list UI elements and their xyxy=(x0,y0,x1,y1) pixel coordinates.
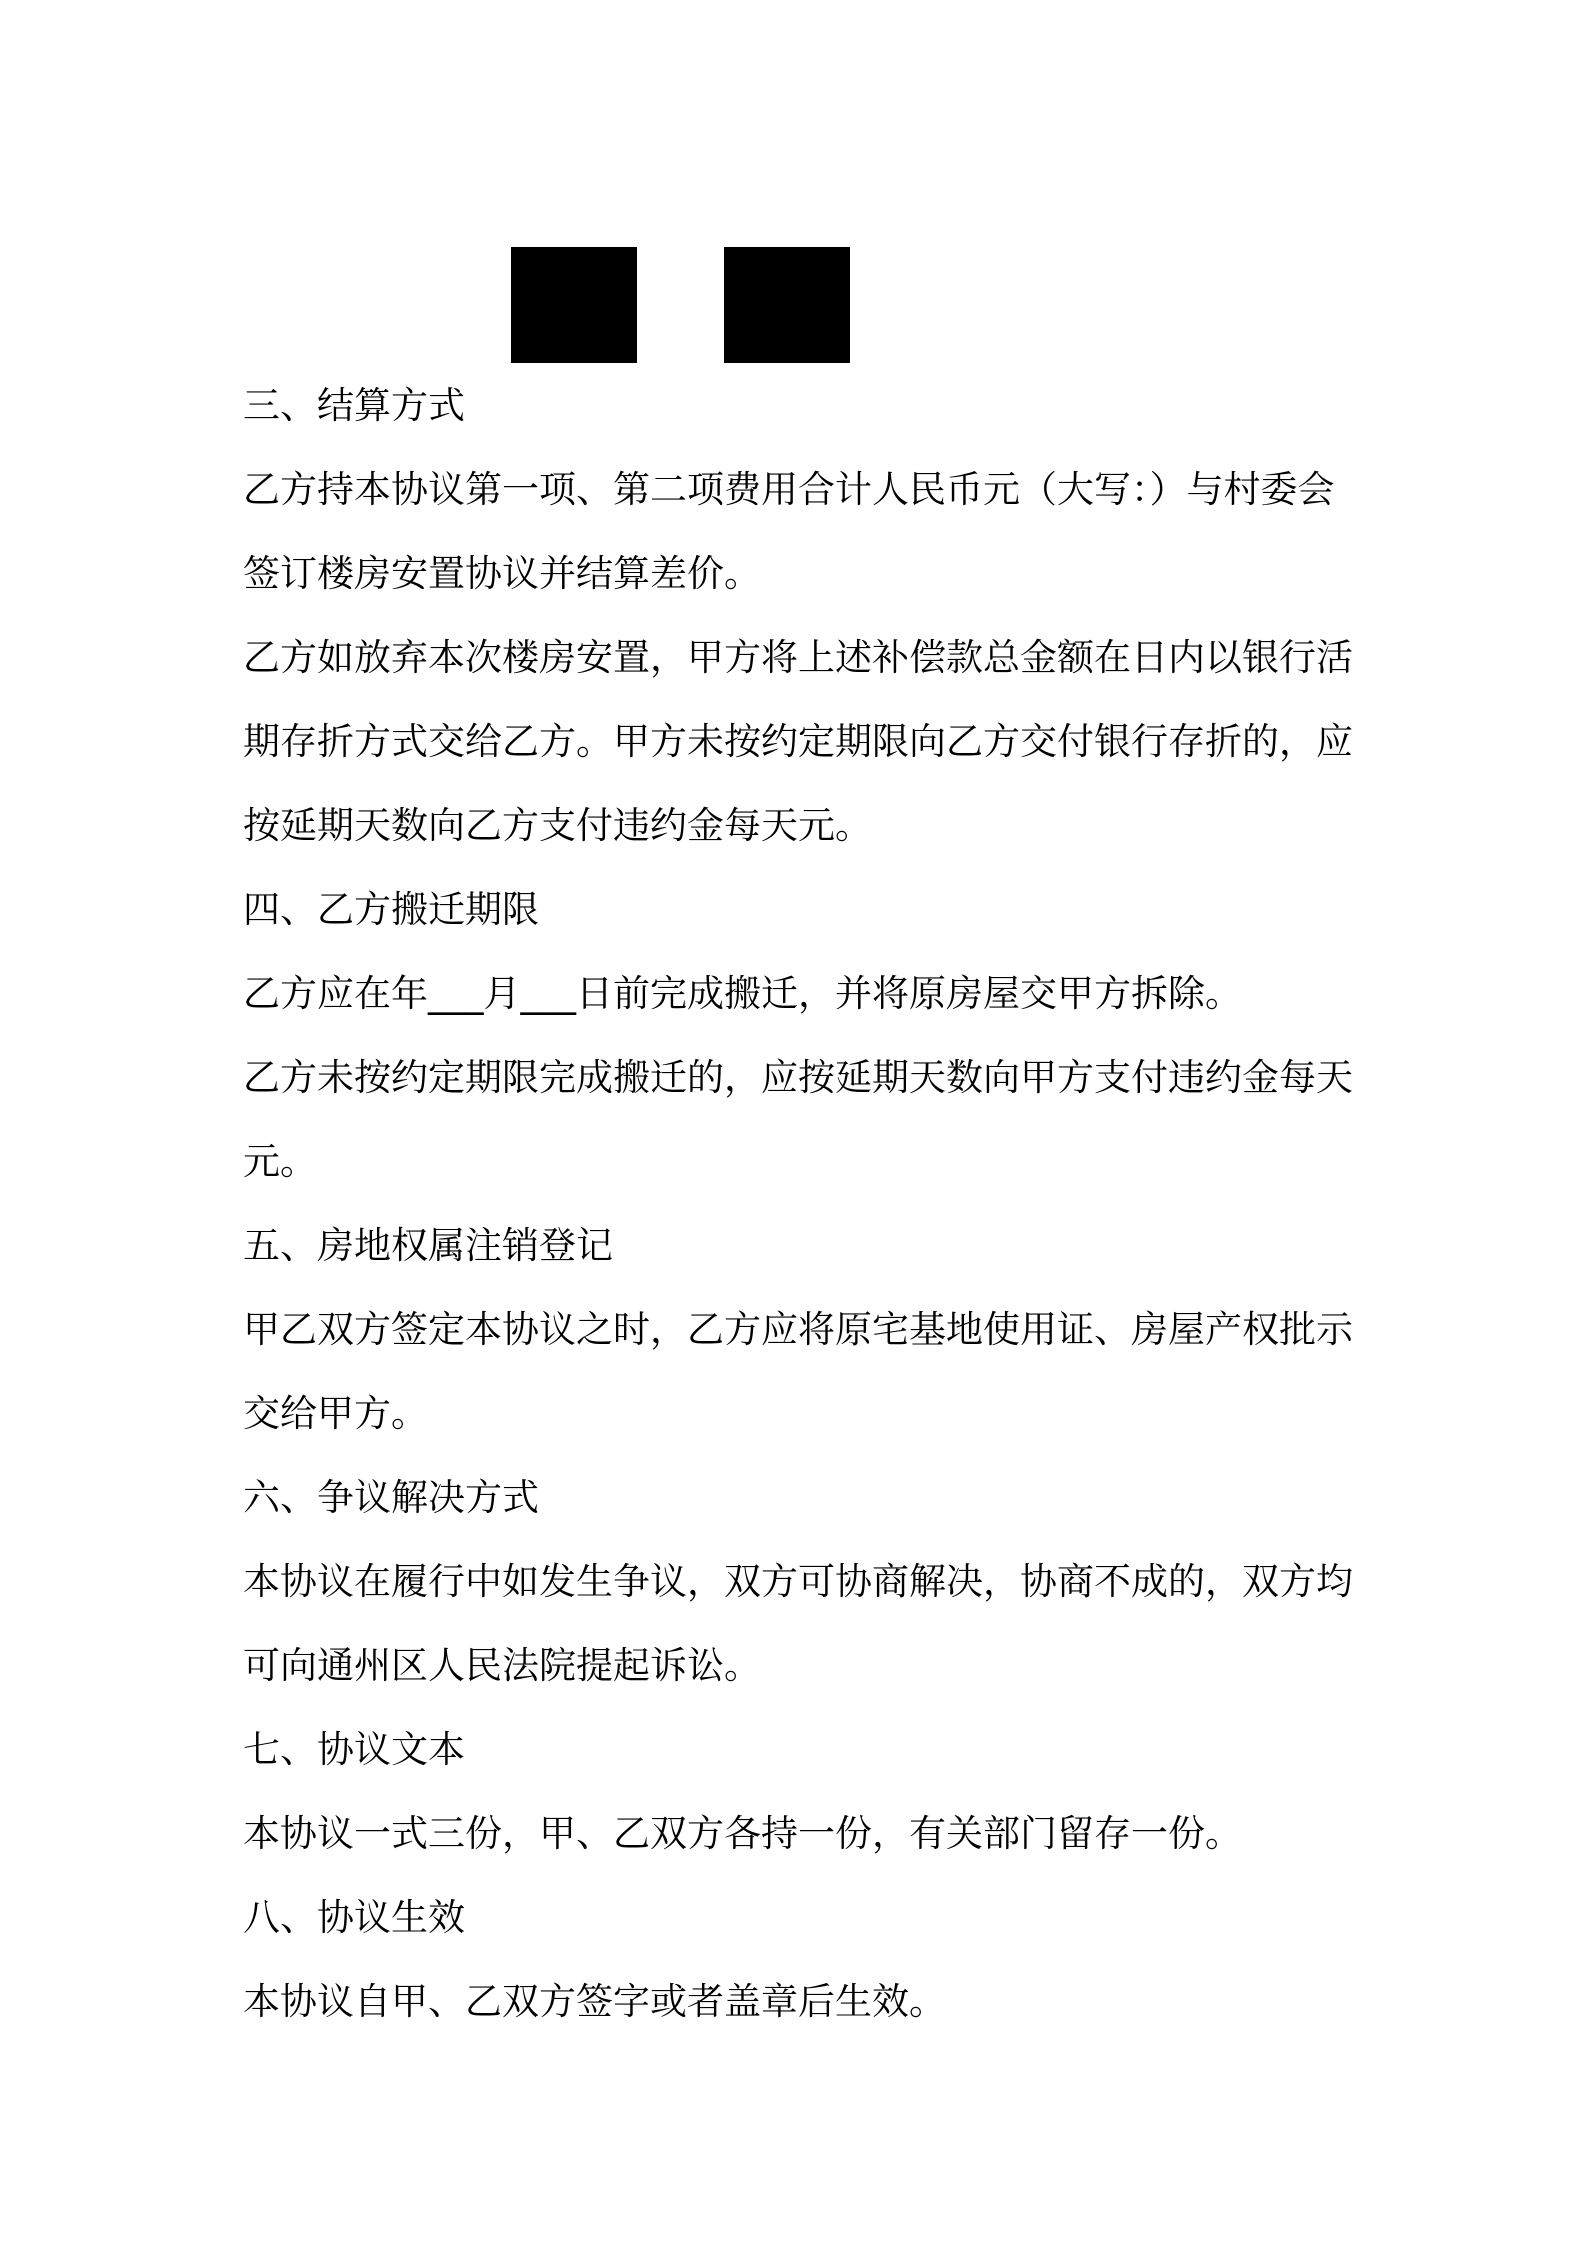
paragraph-line: 乙方未按约定期限完成搬迁的，应按延期天数向甲方支付违约金每天 xyxy=(243,1056,1353,1099)
redaction-block xyxy=(511,247,637,363)
paragraph-line: 交给甲方。 xyxy=(243,1392,428,1435)
paragraph-line: 签订楼房安置协议并结算差价。 xyxy=(243,552,761,595)
paragraph-line: 本协议一式三份，甲、乙双方各持一份，有关部门留存一份。 xyxy=(243,1812,1242,1855)
paragraph-line: 本协议自甲、乙双方签字或者盖章后生效。 xyxy=(243,1980,946,2023)
paragraph-line: 本协议在履行中如发生争议，双方可协商解决，协商不成的，双方均 xyxy=(243,1560,1353,1603)
section-heading-settlement: 三、结算方式 xyxy=(243,384,465,427)
paragraph-line: 乙方如放弃本次楼房安置，甲方将上述补偿款总金额在日内以银行活 xyxy=(243,636,1353,679)
section-heading-relocation-deadline: 四、乙方搬迁期限 xyxy=(243,888,539,931)
paragraph-line: 乙方应在年___月___日前完成搬迁，并将原房屋交甲方拆除。 xyxy=(243,972,1242,1015)
paragraph-line: 乙方持本协议第一项、第二项费用合计人民币元（大写：）与村委会 xyxy=(243,468,1335,511)
paragraph-line: 元。 xyxy=(243,1140,317,1183)
paragraph-line: 可向通州区人民法院提起诉讼。 xyxy=(243,1644,761,1687)
section-heading-agreement-copies: 七、协议文本 xyxy=(243,1728,465,1771)
paragraph-line: 期存折方式交给乙方。甲方未按约定期限向乙方交付银行存折的，应 xyxy=(243,720,1353,763)
paragraph-line: 甲乙双方签定本协议之时，乙方应将原宅基地使用证、房屋产权批示 xyxy=(243,1308,1353,1351)
section-heading-effectiveness: 八、协议生效 xyxy=(243,1896,465,1939)
section-heading-deregistration: 五、房地权属注销登记 xyxy=(243,1224,613,1267)
redaction-block xyxy=(724,247,850,363)
section-heading-dispute-resolution: 六、争议解决方式 xyxy=(243,1476,539,1519)
document-body xyxy=(243,364,1363,2044)
paragraph-line: 按延期天数向乙方支付违约金每天元。 xyxy=(243,804,872,847)
